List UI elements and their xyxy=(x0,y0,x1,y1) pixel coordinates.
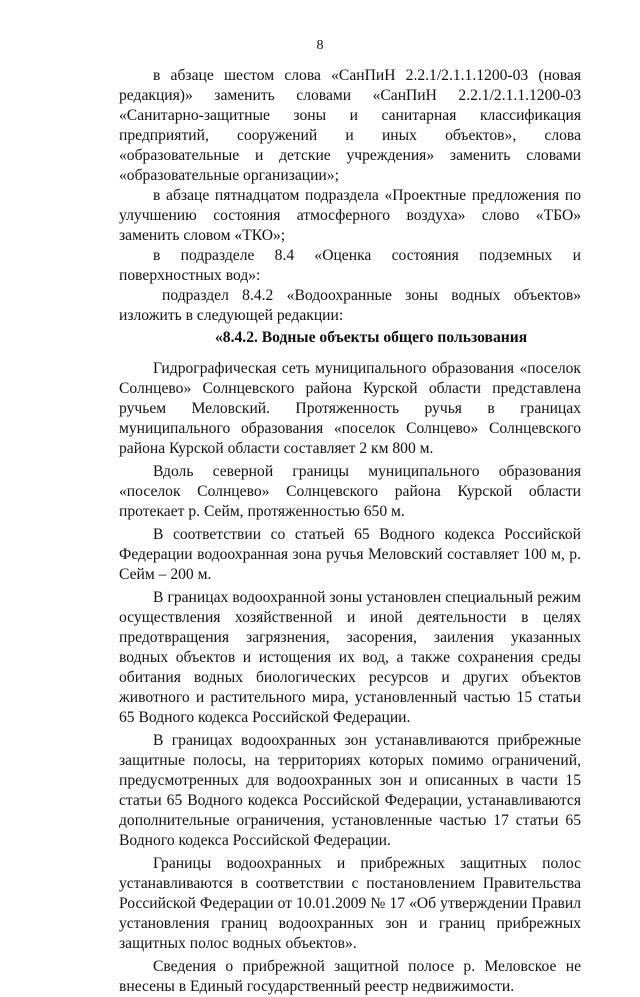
amendment-paragraph: в абзаце шестом слова «СанПиН 2.2.1/2.1.1.1200-03 (новая редакция)» заменить словами «СанПиН 2.2.1/2.1.1.1200-03 «Санитарно-защитные зоны и санитарная классификация предприятий, сооружений и иных объектов», слова «образовательные и детские учреждения» заменить словами «образовательные организации»; xyxy=(119,67,581,184)
document-body xyxy=(119,66,581,997)
section-heading: «8.4.2. Водные объекты общего пользования xyxy=(215,329,528,346)
section-paragraph: Сведения о прибрежной защитной полосе р. Меловское не внесены в Единый государственный реестр недвижимости. xyxy=(119,958,581,995)
section-paragraph: В границах водоохранных зон устанавливаются прибрежные защитные полосы, на территориях которых помимо ограничений, предусмотренных для водоохранных зон и описанных в части 15 статьи 65 Водного кодекса Российской Федерации, устанавливаются дополнительные ограничения, установленные частью 17 статьи 65 Водного кодекса Российской Федерации. xyxy=(119,732,581,849)
page-number: 8 xyxy=(316,38,324,53)
amendment-paragraph: в абзаце пятнадцатом подраздела «Проектные предложения по улучшению состояния атмосферного воздуха» слово «ТБО» заменить словом «ТКО»; xyxy=(119,187,581,244)
amendment-paragraph: в подразделе 8.4 «Оценка состояния подземных и поверхностных вод»: xyxy=(119,247,581,284)
section-paragraph: В соответствии со статьей 65 Водного кодекса Российской Федерации водоохранная зона ручья Меловский составляет 100 м, р. Сейм – 200 м. xyxy=(119,526,581,583)
section-paragraph: Вдоль северной границы муниципального образования «поселок Солнцево» Солнцевского района Курской области протекает р. Сейм, протяженностью 650 м. xyxy=(119,463,581,520)
amendment-paragraph: подраздел 8.4.2 «Водоохранные зоны водных объектов» изложить в следующей редакции: xyxy=(119,287,581,324)
section-paragraph: Гидрографическая сеть муниципального образования «поселок Солнцево» Солнцевского района Курской области представлена ручьем Меловский. Протяженность ручья в границах муниципального образования «поселок Солнцево» Солнцевского района Курской области составляет 2 км 800 м. xyxy=(119,360,581,457)
section-paragraph: В границах водоохранной зоны установлен специальный режим осуществления хозяйственной и иной деятельности в целях предотвращения загрязнения, засорения, заиления указанных водных объектов и истощения их вод, а также сохранения среды обитания водных биологических ресурсов и других объектов животного и растительного мира, установленный частью 15 статьи 65 Водного кодекса Российской Федерации. xyxy=(119,589,581,726)
section-paragraph: Границы водоохранных и прибрежных защитных полос устанавливаются в соответствии с постановлением Правительства Российской Федерации от 10.01.2009 № 17 «Об утверждении Правил установления границ водоохранных зон и границ прибрежных защитных полос водных объектов». xyxy=(119,855,581,952)
